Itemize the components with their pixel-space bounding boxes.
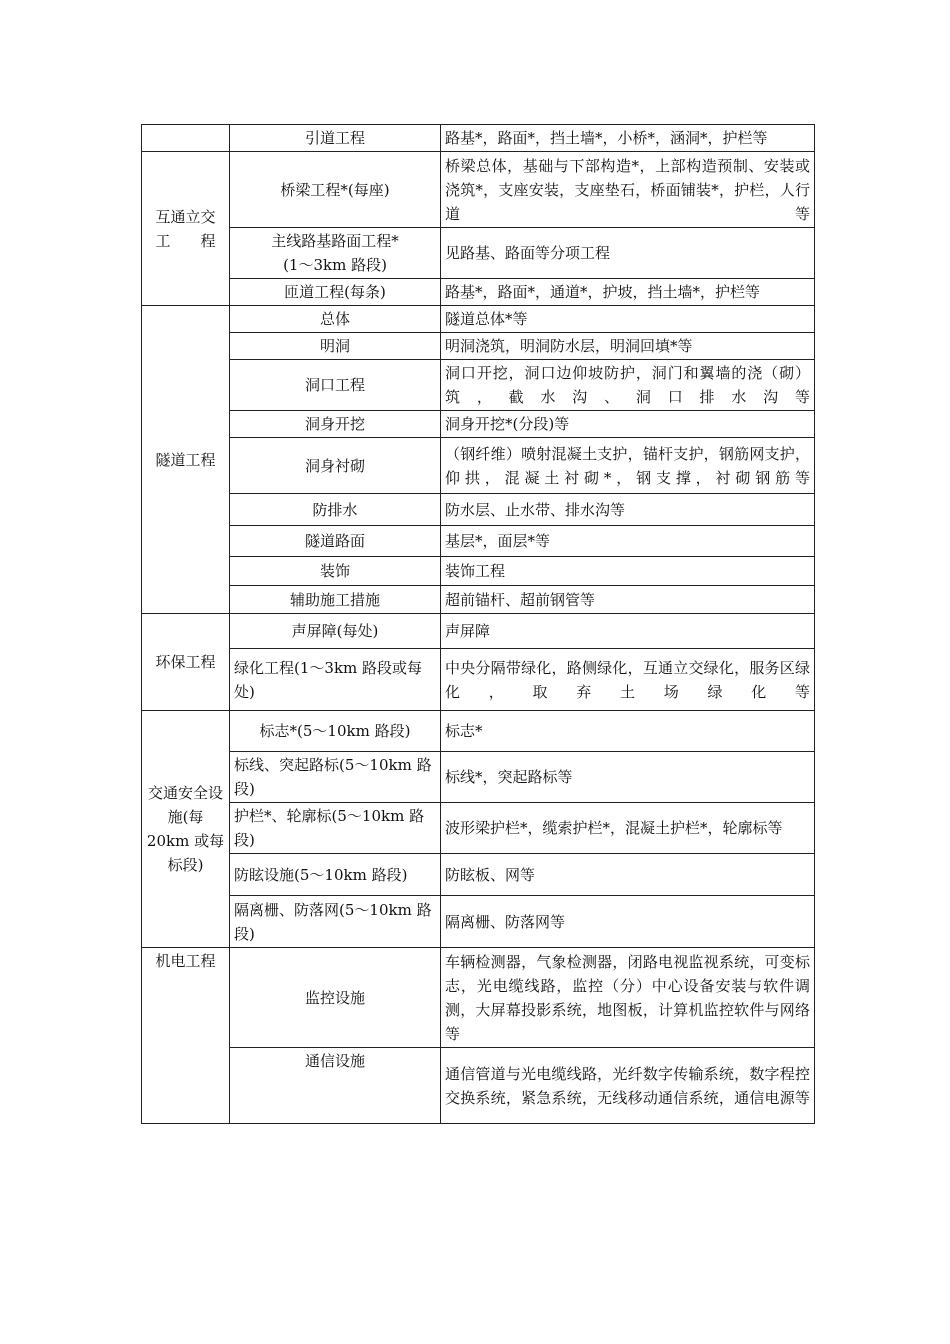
- subunit-cell: 隧道路面: [230, 526, 441, 557]
- subunit-cell: 防眩设施(5～10km 路段): [230, 854, 441, 896]
- items-cell: 路基*，路面*，通道*，护坡，挡土墙*，护栏等: [441, 279, 815, 306]
- subunit-cell: 辅助施工措施: [230, 586, 441, 614]
- items-cell: 见路基、路面等分项工程: [441, 228, 815, 279]
- subunit-cell: 装饰: [230, 557, 441, 586]
- table-row: [142, 614, 815, 649]
- subunit-cell: 标志*(5～10km 路段): [230, 711, 441, 752]
- table-row: [142, 1048, 815, 1124]
- subunit-cell: 隔离栅、防落网(5～10km 路段): [230, 896, 441, 948]
- items-cell: 明洞浇筑，明洞防水层，明洞回填*等: [441, 333, 815, 360]
- subunit-cell: 通信设施: [230, 1048, 441, 1124]
- items-cell: 洞身开挖*(分段)等: [441, 411, 815, 438]
- table-row: [142, 854, 815, 896]
- subunit-cell: 桥梁工程*(每座): [230, 152, 441, 228]
- table-row: [142, 360, 815, 411]
- items-cell: 声屏障: [441, 614, 815, 649]
- table-row: [142, 125, 815, 152]
- subunit-cell: 防排水: [230, 494, 441, 526]
- unit-cell-traffic-safety: 交通安全设施(每 20km 或每标段): [142, 711, 230, 948]
- table-row: [142, 896, 815, 948]
- subunit-cell: 洞身开挖: [230, 411, 441, 438]
- items-cell: 标志*: [441, 711, 815, 752]
- items-cell: 洞口开挖，洞口边仰坡防护，洞门和翼墙的浇（砌）筑，截水沟、洞口排水沟等: [441, 360, 815, 411]
- items-cell: 防眩板、网等: [441, 854, 815, 896]
- unit-cell-empty: [142, 125, 230, 152]
- items-cell: 装饰工程: [441, 557, 815, 586]
- construction-breakdown-table: [141, 124, 815, 1124]
- subunit-cell: 引道工程: [230, 125, 441, 152]
- items-cell: （钢纤维）喷射混凝土支护，锚杆支护，钢筋网支护，仰拱，混凝土衬砌*，钢支撑，衬砌钢筋等: [441, 438, 815, 494]
- unit-cell-interchange: 互通立交 工 程: [142, 152, 230, 306]
- table-row: [142, 948, 815, 1048]
- table-row: [142, 411, 815, 438]
- table-row: [142, 711, 815, 752]
- table-row: [142, 803, 815, 854]
- subunit-cell: 明洞: [230, 333, 441, 360]
- table-row: [142, 557, 815, 586]
- subunit-cell: 主线路基路面工程* (1～3km 路段): [230, 228, 441, 279]
- subunit-cell: 声屏障(每处): [230, 614, 441, 649]
- table-row: [142, 586, 815, 614]
- items-cell: 隔离栅、防落网等: [441, 896, 815, 948]
- table-row: [142, 228, 815, 279]
- unit-cell-electromechanical: 机电工程: [142, 948, 230, 1124]
- subunit-cell: 匝道工程(每条): [230, 279, 441, 306]
- items-cell: 路基*，路面*，挡土墙*，小桥*，涵洞*，护栏等: [441, 125, 815, 152]
- subunit-cell: 总体: [230, 306, 441, 333]
- table-row: [142, 306, 815, 333]
- table-row: [142, 752, 815, 803]
- subunit-cell: 护栏*、轮廓标(5～10km 路段): [230, 803, 441, 854]
- subunit-cell: 标线、突起路标(5～10km 路段): [230, 752, 441, 803]
- items-cell: 桥梁总体，基础与下部构造*，上部构造预制、安装或浇筑*，支座安装，支座垫石，桥面铺装*，护栏，人行道等: [441, 152, 815, 228]
- table-row: [142, 649, 815, 711]
- table-row: [142, 494, 815, 526]
- subunit-cell: 洞身衬砌: [230, 438, 441, 494]
- unit-cell-environmental: 环保工程: [142, 614, 230, 711]
- items-cell: 车辆检测器，气象检测器，闭路电视监视系统，可变标志，光电缆线路，监控（分）中心设备安装与软件调测，大屏幕投影系统，地图板，计算机监控软件与网络等: [441, 948, 815, 1048]
- subunit-cell: 监控设施: [230, 948, 441, 1048]
- table-row: [142, 438, 815, 494]
- table-row: [142, 152, 815, 228]
- table-row: [142, 526, 815, 557]
- items-cell: 超前锚杆、超前钢管等: [441, 586, 815, 614]
- items-cell: 基层*，面层*等: [441, 526, 815, 557]
- items-cell: 隧道总体*等: [441, 306, 815, 333]
- subunit-cell: 洞口工程: [230, 360, 441, 411]
- items-cell: 防水层、止水带、排水沟等: [441, 494, 815, 526]
- table-row: [142, 279, 815, 306]
- items-cell: 通信管道与光电缆线路，光纤数字传输系统，数字程控交换系统，紧急系统，无线移动通信系统，通信电源等: [441, 1048, 815, 1124]
- items-cell: 中央分隔带绿化，路侧绿化，互通立交绿化，服务区绿化，取弃土场绿化等: [441, 649, 815, 711]
- items-cell: 波形梁护栏*，缆索护栏*，混凝土护栏*，轮廓标等: [441, 803, 815, 854]
- unit-cell-tunnel: 隧道工程: [142, 306, 230, 614]
- items-cell: 标线*，突起路标等: [441, 752, 815, 803]
- subunit-cell: 绿化工程(1～3km 路段或每处): [230, 649, 441, 711]
- table-row: [142, 333, 815, 360]
